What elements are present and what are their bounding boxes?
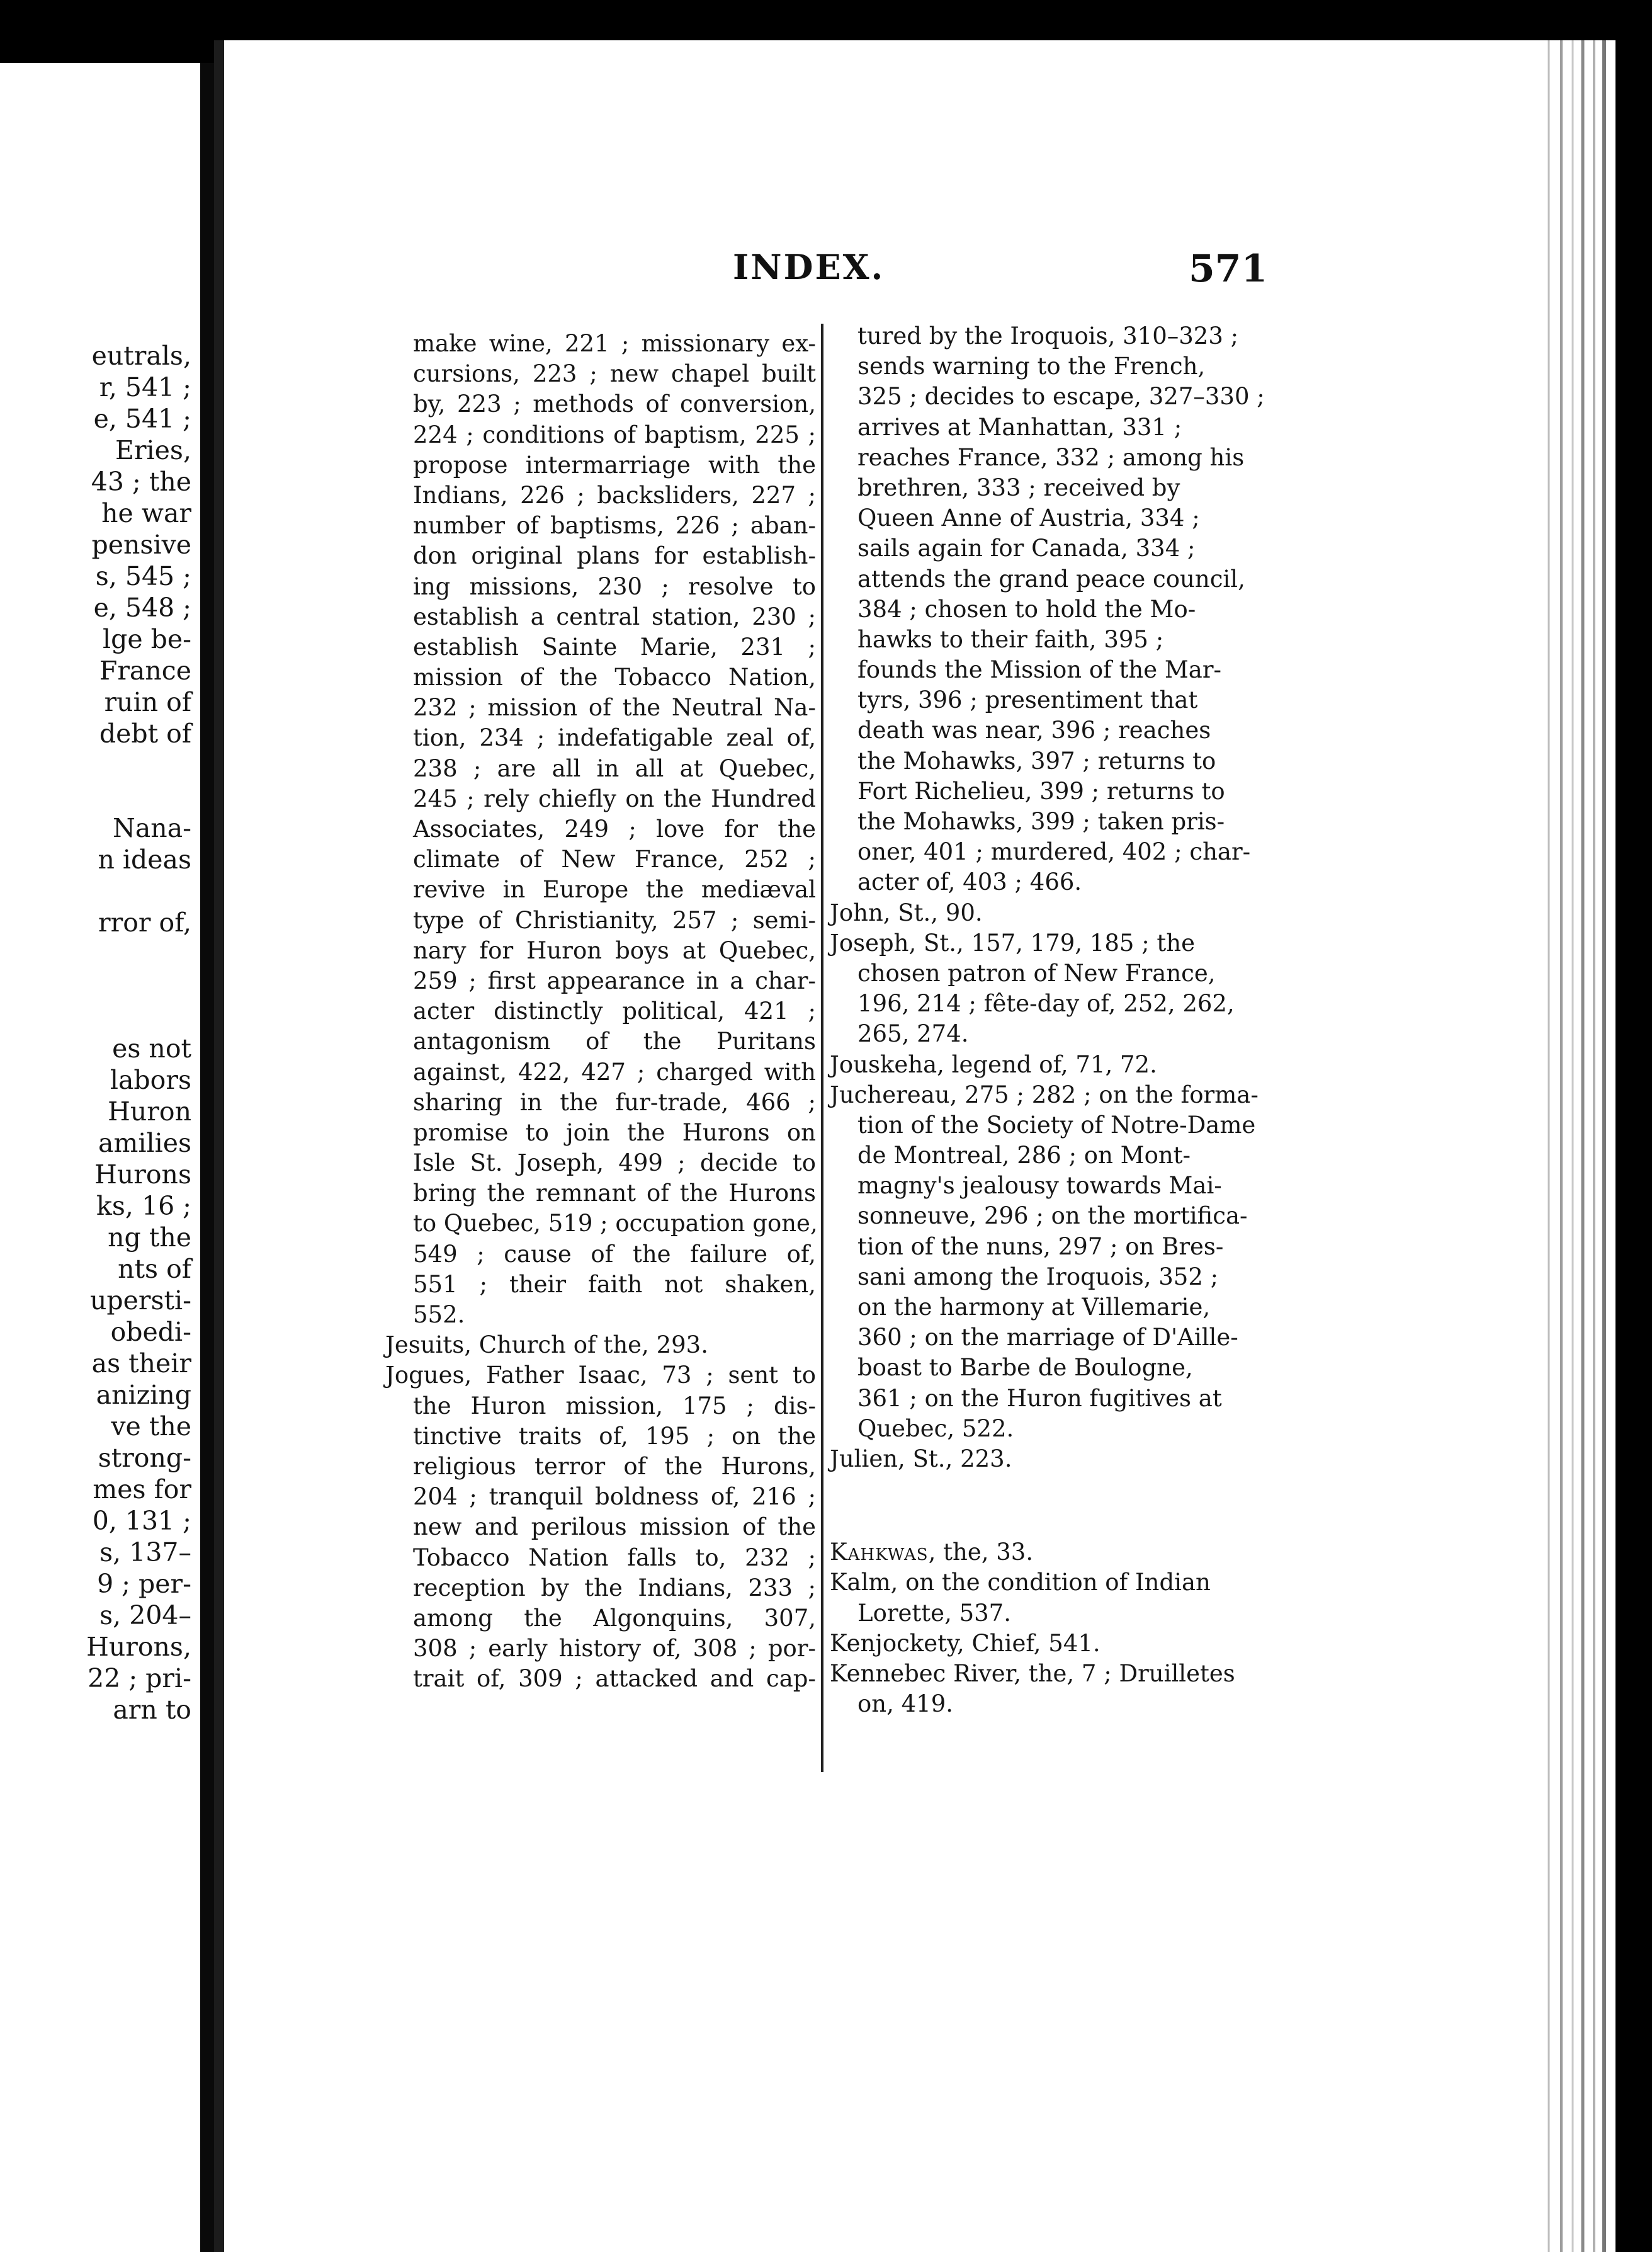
- index-entry-continuation: death was near, 396 ; reaches: [857, 717, 1211, 744]
- index-entry-continuation: 325 ; decides to escape, 327–330 ;: [857, 383, 1265, 411]
- index-entry-continuation: type of Christianity, 257 ; semi-: [413, 906, 816, 934]
- index-entry-continuation: Isle St. Joseph, 499 ; decide to: [413, 1149, 816, 1177]
- index-entry-continuation: chosen patron of New France,: [857, 959, 1216, 987]
- index-entry-continuation: tion of the nuns, 297 ; on Bres-: [857, 1232, 1224, 1260]
- index-entry-continuation: 245 ; rely chiefly on the Hundred: [413, 785, 816, 812]
- index-entry-continuation: trait of, 309 ; attacked and cap-: [413, 1665, 816, 1693]
- previous-page-line: as their: [91, 1348, 191, 1379]
- index-entry-continuation: cursions, 223 ; new chapel built: [413, 360, 816, 388]
- index-heading-smallcaps: Kahkwas: [830, 1538, 929, 1566]
- previous-page-fragment: [0, 63, 200, 2252]
- index-entry-continuation: new and perilous mission of the: [413, 1513, 816, 1541]
- previous-page-line: ve the: [111, 1411, 191, 1442]
- index-entry-continuation: acter distinctly political, 421 ;: [413, 998, 816, 1025]
- previous-page-line: Hurons: [94, 1159, 191, 1190]
- index-entry-continuation: Queen Anne of Austria, 334 ;: [857, 504, 1200, 532]
- index-entry-continuation: establish a central station, 230 ;: [413, 603, 816, 630]
- index-entry-continuation: nary for Huron boys at Quebec,: [413, 936, 816, 964]
- index-entry-continuation: Lorette, 537.: [857, 1599, 1011, 1627]
- index-entry-heading: Julien, St., 223.: [830, 1445, 1012, 1472]
- previous-page-line: 0, 131 ;: [92, 1506, 191, 1536]
- previous-page-line: s, 137–: [99, 1537, 191, 1567]
- index-entry-heading: Kenjockety, Chief, 541.: [830, 1629, 1100, 1657]
- previous-page-line: mes for: [93, 1474, 191, 1504]
- index-letter-gap: [830, 1474, 1278, 1537]
- previous-page-line: obedi-: [110, 1317, 191, 1347]
- previous-page-line: Eries,: [115, 435, 191, 465]
- index-entry-continuation: brethren, 333 ; received by: [857, 474, 1180, 501]
- previous-page-line: es not: [112, 1033, 191, 1064]
- index-entry-continuation: 265, 274.: [857, 1020, 969, 1048]
- index-entry-continuation: make wine, 221 ; missionary ex-: [413, 330, 816, 357]
- previous-page-line: s, 204–: [99, 1600, 191, 1630]
- index-entry-continuation: 259 ; first appearance in a char-: [413, 967, 816, 994]
- index-entry-heading: Jesuits, Church of the, 293.: [385, 1331, 708, 1359]
- index-entry-continuation: promise to join the Hurons on: [413, 1118, 816, 1146]
- index-entry-heading: Kalm, on the condition of Indian: [830, 1569, 1211, 1596]
- index-entry-rest: , the, 33.: [928, 1538, 1034, 1566]
- previous-page-line: rror of,: [98, 907, 191, 938]
- previous-page-line: strong-: [98, 1443, 191, 1473]
- previous-page-line: Huron: [108, 1096, 191, 1127]
- index-entry-continuation: magny's jealousy towards Mai-: [857, 1172, 1222, 1200]
- index-entry-continuation: boast to Barbe de Boulogne,: [857, 1354, 1193, 1382]
- index-entry-continuation: to Quebec, 519 ; occupation gone,: [413, 1210, 818, 1237]
- index-entry-continuation: tured by the Iroquois, 310–323 ;: [857, 322, 1239, 350]
- page-edges: [1536, 40, 1612, 2252]
- index-entry-continuation: founds the Mission of the Mar-: [857, 656, 1222, 684]
- index-entry-continuation: tion of the Society of Notre-Dame: [857, 1111, 1256, 1139]
- index-entry-continuation: revive in Europe the mediæval: [413, 876, 816, 904]
- previous-page-line: ks, 16 ;: [96, 1191, 191, 1221]
- column-divider: [821, 324, 823, 1772]
- index-entry-continuation: don original plans for establish-: [413, 542, 816, 570]
- previous-page-line: he war: [101, 498, 191, 528]
- index-entry-continuation: sharing in the fur-trade, 466 ;: [413, 1088, 816, 1116]
- index-entry-heading: [830, 1537, 1278, 1567]
- index-entry-continuation: sails again for Canada, 334 ;: [857, 535, 1196, 562]
- index-entry-continuation: religious terror of the Hurons,: [413, 1452, 816, 1480]
- index-entry-continuation: acter of, 403 ; 466.: [857, 868, 1082, 896]
- previous-page-line: debt of: [99, 719, 191, 749]
- previous-page-line: amilies: [98, 1128, 191, 1158]
- previous-page-line: anizing: [96, 1380, 191, 1410]
- index-entry-continuation: climate of New France, 252 ;: [413, 846, 816, 873]
- index-entry-continuation: bring the remnant of the Hurons: [413, 1180, 816, 1207]
- index-entry-continuation: tinctive traits of, 195 ; on the: [413, 1422, 816, 1450]
- index-entry-continuation: Indians, 226 ; backsliders, 227 ;: [413, 481, 816, 509]
- previous-page-line: nts of: [118, 1254, 191, 1284]
- index-entry-continuation: 552.: [413, 1301, 465, 1328]
- index-entry-heading: John, St., 90.: [830, 899, 983, 926]
- index-entry-continuation: antagonism of the Puritans: [413, 1028, 816, 1055]
- index-entry-continuation: hawks to their faith, 395 ;: [857, 625, 1164, 653]
- page-number: 571: [1189, 247, 1268, 291]
- previous-page-line: Hurons,: [86, 1632, 191, 1662]
- index-entry-continuation: de Montreal, 286 ; on Mont-: [857, 1142, 1191, 1169]
- index-entry-continuation: sonneuve, 296 ; on the mortifica-: [857, 1202, 1248, 1230]
- index-entry-continuation: Quebec, 522.: [857, 1414, 1014, 1442]
- index-entry-continuation: on, 419.: [857, 1690, 954, 1718]
- index-column-right: [830, 321, 1278, 1719]
- index-entry-continuation: tion, 234 ; indefatigable zeal of,: [413, 724, 816, 752]
- index-entry-continuation: propose intermarriage with the: [413, 451, 816, 479]
- index-entry-continuation: mission of the Tobacco Nation,: [413, 664, 816, 691]
- index-entry-continuation: Fort Richelieu, 399 ; returns to: [857, 777, 1225, 805]
- index-entry-continuation: attends the grand peace council,: [857, 565, 1245, 593]
- index-entry-continuation: 549 ; cause of the failure of,: [413, 1240, 816, 1268]
- previous-page-line: France: [99, 656, 191, 686]
- index-entry-continuation: by, 223 ; methods of conversion,: [413, 390, 816, 418]
- previous-page-line: ng the: [108, 1222, 191, 1253]
- index-entry-continuation: among the Algonquins, 307,: [413, 1604, 816, 1632]
- index-entry-continuation: 308 ; early history of, 308 ; por-: [413, 1635, 816, 1663]
- previous-page-line: arn to: [113, 1695, 191, 1725]
- index-entry-continuation: tyrs, 396 ; presentiment that: [857, 686, 1198, 714]
- previous-page-line: 9 ; per-: [97, 1569, 191, 1599]
- index-entry-continuation: the Mohawks, 399 ; taken pris-: [857, 808, 1225, 835]
- index-entry-continuation: reaches France, 332 ; among his: [857, 443, 1245, 471]
- previous-page-line: 22 ; pri-: [88, 1663, 191, 1693]
- previous-page-line: n ideas: [98, 844, 191, 875]
- index-entry-continuation: sends warning to the French,: [857, 353, 1206, 380]
- previous-page-line: Nana-: [112, 813, 191, 843]
- index-entry-continuation: 360 ; on the marriage of D'Aille-: [857, 1324, 1238, 1351]
- previous-page-line: ruin of: [104, 687, 191, 717]
- index-entry-heading: Joseph, St., 157, 179, 185 ; the: [830, 929, 1196, 957]
- running-head: INDEX.: [733, 247, 885, 287]
- index-entry-continuation: the Mohawks, 397 ; returns to: [857, 747, 1216, 775]
- previous-page-line: r, 541 ;: [99, 372, 191, 402]
- index-entry-continuation: sani among the Iroquois, 352 ;: [857, 1263, 1219, 1290]
- index-entry-continuation: arrives at Manhattan, 331 ;: [857, 413, 1182, 441]
- index-entry-continuation: on the harmony at Villemarie,: [857, 1294, 1211, 1321]
- index-entry-continuation: 232 ; mission of the Neutral Na-: [413, 694, 816, 722]
- previous-page-line: e, 541 ;: [93, 404, 191, 434]
- previous-page-line: e, 548 ;: [93, 593, 191, 623]
- index-entry-heading: Juchereau, 275 ; 282 ; on the forma-: [830, 1081, 1259, 1108]
- index-entry-continuation: 196, 214 ; fête-day of, 252, 262,: [857, 990, 1235, 1018]
- index-entry-continuation: oner, 401 ; murdered, 402 ; char-: [857, 838, 1251, 866]
- index-entry-heading: Kennebec River, the, 7 ; Druilletes: [830, 1659, 1235, 1687]
- previous-page-line: upersti-: [90, 1285, 191, 1316]
- index-entry-continuation: Tobacco Nation falls to, 232 ;: [413, 1544, 816, 1571]
- previous-page-line: lge be-: [102, 624, 191, 654]
- index-entry-continuation: reception by the Indians, 233 ;: [413, 1574, 816, 1601]
- index-entry-continuation: 384 ; chosen to hold the Mo-: [857, 595, 1196, 623]
- index-entry-continuation: against, 422, 427 ; charged with: [413, 1058, 816, 1086]
- previous-page-line: s, 545 ;: [95, 561, 191, 591]
- index-entry-continuation: 551 ; their faith not shaken,: [413, 1270, 816, 1298]
- index-column-left: [385, 329, 816, 1694]
- index-entry-continuation: establish Sainte Marie, 231 ;: [413, 633, 816, 661]
- index-entry-continuation: the Huron mission, 175 ; dis-: [413, 1392, 816, 1419]
- previous-page-line: pensive: [91, 530, 191, 560]
- index-entry-continuation: Associates, 249 ; love for the: [413, 816, 816, 843]
- index-entry-continuation: 361 ; on the Huron fugitives at: [857, 1384, 1222, 1412]
- index-entry-continuation: 238 ; are all in all at Quebec,: [413, 754, 816, 782]
- previous-page-line: labors: [110, 1065, 191, 1095]
- index-entry-continuation: number of baptisms, 226 ; aban-: [413, 512, 816, 540]
- index-entry-continuation: 204 ; tranquil boldness of, 216 ;: [413, 1483, 816, 1511]
- index-entry-heading: Jouskeha, legend of, 71, 72.: [830, 1050, 1157, 1078]
- index-entry-continuation: 224 ; conditions of baptism, 225 ;: [413, 421, 816, 448]
- index-entry-heading: Jogues, Father Isaac, 73 ; sent to: [385, 1362, 816, 1389]
- index-entry-continuation: ing missions, 230 ; resolve to: [413, 572, 816, 600]
- previous-page-line: eutrals,: [91, 341, 191, 371]
- previous-page-line: 43 ; the: [91, 467, 191, 497]
